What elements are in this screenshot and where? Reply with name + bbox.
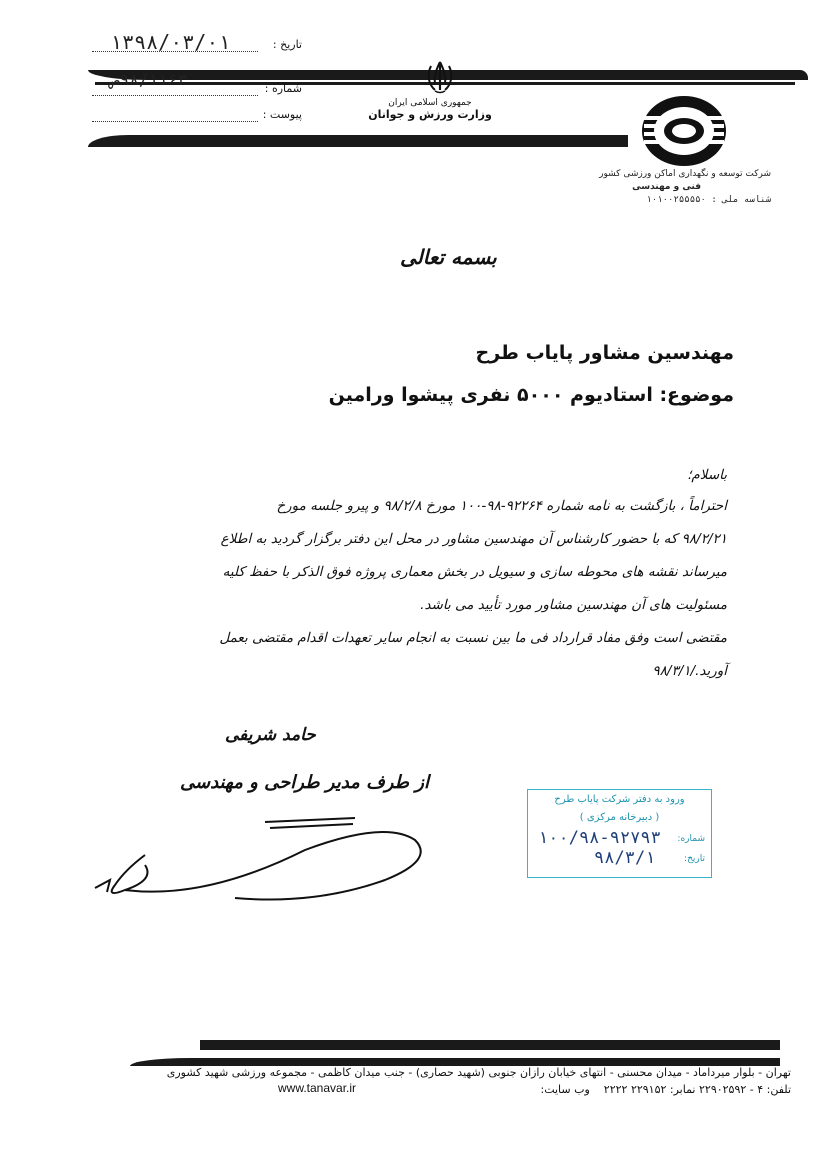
- ministry-name: وزارت ورزش و جوانان: [368, 108, 492, 121]
- company-dept: فنی و مهندسی: [632, 182, 701, 192]
- ministry-block: [355, 98, 505, 120]
- attachment-label: پیوست :: [262, 108, 302, 121]
- date-field: [92, 30, 302, 56]
- national-id: شناسه ملی : ۱۰۱۰۰۲۵۵۵۵۰: [646, 195, 771, 205]
- iran-emblem-icon: [425, 60, 455, 94]
- number-label: شماره :: [264, 82, 302, 95]
- stamp-date-row: [534, 848, 705, 870]
- body-line: مقتضی است وفق مفاد قرارداد فی ما بین نسبت به انجام سایر تعهدات اقدام مقتضی بعمل: [219, 630, 727, 646]
- signer-name: حامد شریفی: [225, 725, 316, 745]
- signer-title: از طرف مدیر طراحی و مهندسی: [180, 772, 429, 793]
- footer-band: [200, 1040, 780, 1050]
- subject-line: موضوع: استادیوم ۵۰۰۰ نفری پیشوا ورامین: [328, 384, 734, 406]
- body-line: مسئولیت های آن مهندسین مشاور مورد تأیید می باشد.: [420, 597, 727, 613]
- date-value: ۱۳۹۸/۰۳/۰۱: [110, 30, 231, 54]
- company-logo-icon: [640, 94, 728, 168]
- stamp-subtitle: ( دبیرخانه مرکزی ): [579, 812, 660, 823]
- attachment-field: [92, 106, 302, 126]
- company-block: [551, 168, 771, 207]
- stamp-number-label: شماره:: [677, 834, 705, 844]
- stamp-title: ورود به دفتر شرکت پایاب طرح: [554, 794, 685, 805]
- footer-phone: تلفن: ۴ - ۲۲۹۰۲۵۹۲ نمابر: ۲۲۹۱۵۲ ۲۲۲۲: [603, 1083, 791, 1096]
- signature-icon: [85, 810, 445, 910]
- body-line: میرساند نقشه های محوطه سازی و سیویل در بخش معماری پروژه فوق الذکر با حفظ کلیه: [222, 564, 727, 580]
- stamp-number-value: ۱۰۰/۹۸-۹۲۷۹۳: [538, 828, 661, 848]
- company-name: شرکت توسعه و نگهداری اماکن ورزشی کشور: [599, 169, 771, 179]
- body-line: احتراماً ، بازگشت به نامه شماره ۹۲۲۶۴-۹۸-۱۰۰ مورخ ۹۸/۲/۸ و پیرو جلسه مورخ: [276, 498, 727, 514]
- stamp-date-value: ۹۸/۳/۱: [594, 848, 656, 868]
- header-band-middle: [88, 135, 628, 147]
- addressee: مهندسین مشاور پایاب طرح: [475, 342, 734, 364]
- received-stamp: [527, 789, 712, 878]
- footer-website[interactable]: www.tanavar.ir: [278, 1081, 357, 1095]
- footer-website-label: وب سایت:: [540, 1083, 590, 1096]
- footer-contact: [540, 1083, 791, 1096]
- emblem-caption: جمهوری اسلامی ایران: [388, 98, 472, 108]
- number-field: [92, 70, 302, 100]
- stamp-date-label: تاریخ:: [684, 854, 705, 864]
- body-line: ۹۸/۲/۲۱ که با حضور کارشناس آن مهندسین مشاور در محل این دفتر برگزار گردید به اطلاع: [220, 531, 727, 547]
- body-line: آورید./۹۸/۳/۱: [652, 663, 727, 679]
- footer-band-lower: [130, 1058, 780, 1066]
- bismillah: بسمه تعالی: [400, 245, 497, 269]
- letter-body: [77, 460, 727, 688]
- date-label: تاریخ :: [272, 38, 302, 51]
- salutation: باسلام؛: [687, 467, 727, 483]
- footer-address: تهران - بلوار میرداماد - میدان محسنی - انتهای خیابان رازان جنوبی (شهید حصاری) - جنب میدان کاظمی - مجموعه ورزشی شهید کشوری: [166, 1066, 791, 1079]
- number-value: ۹۸/۱۱۶۳ص: [110, 70, 188, 89]
